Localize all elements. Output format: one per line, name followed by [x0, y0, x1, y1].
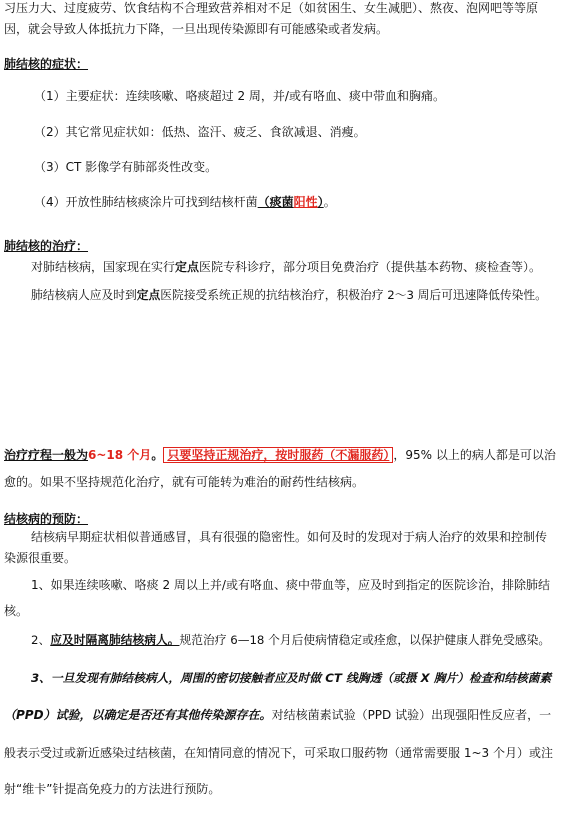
intro-line-2: 因，就会导致人体抵抗力下降，一旦出现传染源即有可能感染或者发病。: [4, 22, 389, 36]
course-line-2: 愈的。如果不坚持规范化治疗，就有可能转为难治的耐药性结核病。: [4, 475, 365, 489]
course-line-1: [4, 447, 556, 463]
isolation-note: 应及时隔离肺结核病人。: [50, 633, 180, 647]
symptom-item-1: （1）主要症状：连续咳嗽、咯痰超过 2 周，并/或有咯血、痰中带血和胸痛。: [34, 89, 445, 103]
prevention-heading: 结核病的预防：: [4, 512, 89, 526]
designated-keyword-2: 定点: [136, 288, 161, 302]
ppd-test-note: （PPD）试验，以确定是否还有其他传染源存在。: [4, 708, 272, 722]
treatment-p2-rest: 医院接受系统正规的抗结核治疗，积极治疗 2～3 周后可迅速降低传染性。: [160, 288, 547, 302]
treatment-p1-text: 对肺结核病，国家现在实行: [31, 260, 176, 274]
course-sep: 。: [151, 448, 164, 462]
treatment-p2-text: 肺结核病人应及时到: [31, 288, 137, 302]
course-label: 治疗疗程一般为: [4, 448, 89, 462]
prevention-item-3-line-1: 3、一旦发现有肺结核病人，周围的密切接触者应及时做 CT 线胸透（或摄 X 胸片）检查和结核菌素: [31, 671, 552, 685]
adherence-note: 只要坚持正规治疗，按时服药（不漏服药）: [163, 447, 393, 463]
symptoms-heading: 肺结核的症状：: [4, 57, 89, 71]
prevention-item-2: [31, 632, 550, 648]
course-duration: 6~18 个月: [88, 448, 152, 462]
sputum-close-paren: ）: [317, 195, 324, 209]
intro-line-1: 习压力大、过度疲劳、饮食结构不合理致营养相对不足（如贫困生、女生减肥）、熬夜、泡网吧等等原: [4, 1, 539, 15]
prevention-para-line-1: 结核病早期症状相似普通感冒，具有很强的隐密性。如何及时的发现对于病人治疗的效果和控制传: [31, 530, 548, 544]
prevention-item-1-line-2: 核。: [4, 604, 29, 618]
prevention-item-3-line-4: 射“维卡”针提高免疫力的方法进行预防。: [4, 782, 221, 796]
prevention-item-3-line-3: 般表示受过或新近感染过结核菌，在知情同意的情况下，可采取口服药物（通常需要服 1~3 个月）或注: [4, 746, 553, 760]
item-3-line-2-rest: 对结核菌素试验（PPD 试验）出现强阳性反应者，一: [271, 708, 552, 722]
prevention-para-line-2: 染源很重要。: [4, 551, 77, 565]
treatment-p1-rest: 医院专科诊疗，部分项目免费治疗（提供基本药物、痰检查等）。: [199, 260, 542, 274]
item-2-rest: 规范治疗 6—18 个月后使病情稳定或痊愈，以保护健康人群免受感染。: [179, 633, 551, 647]
item-2-number: 2、: [31, 633, 51, 647]
prevention-item-1-line-1: 1、如果连续咳嗽、咯痰 2 周以上并/或有咯血、痰中带血等，应及时到指定的医院诊治，排除肺结: [31, 578, 550, 592]
treatment-para-2: [31, 287, 547, 303]
prevention-item-3-line-2: [4, 707, 551, 723]
symptom-item-2: （2）其它常见症状如：低热、盗汗、疲乏、食欲减退、消瘦。: [34, 125, 366, 139]
positive-word: 阳性: [293, 195, 318, 209]
symptom-item-4-text: （4）开放性肺结核痰涂片可找到结核杆菌: [34, 195, 258, 209]
symptom-item-3: （3）CT 影像学有肺部炎性改变。: [34, 160, 218, 174]
treatment-para-1: [31, 259, 541, 275]
designated-keyword: 定点: [175, 260, 200, 274]
course-rest: ，95% 以上的病人都是可以治: [393, 448, 556, 462]
symptom-item-4-end: 。: [323, 195, 336, 209]
sputum-open-paren: （痰菌: [257, 195, 294, 209]
symptom-item-4: [34, 194, 336, 210]
treatment-heading: 肺结核的治疗：: [4, 239, 89, 253]
